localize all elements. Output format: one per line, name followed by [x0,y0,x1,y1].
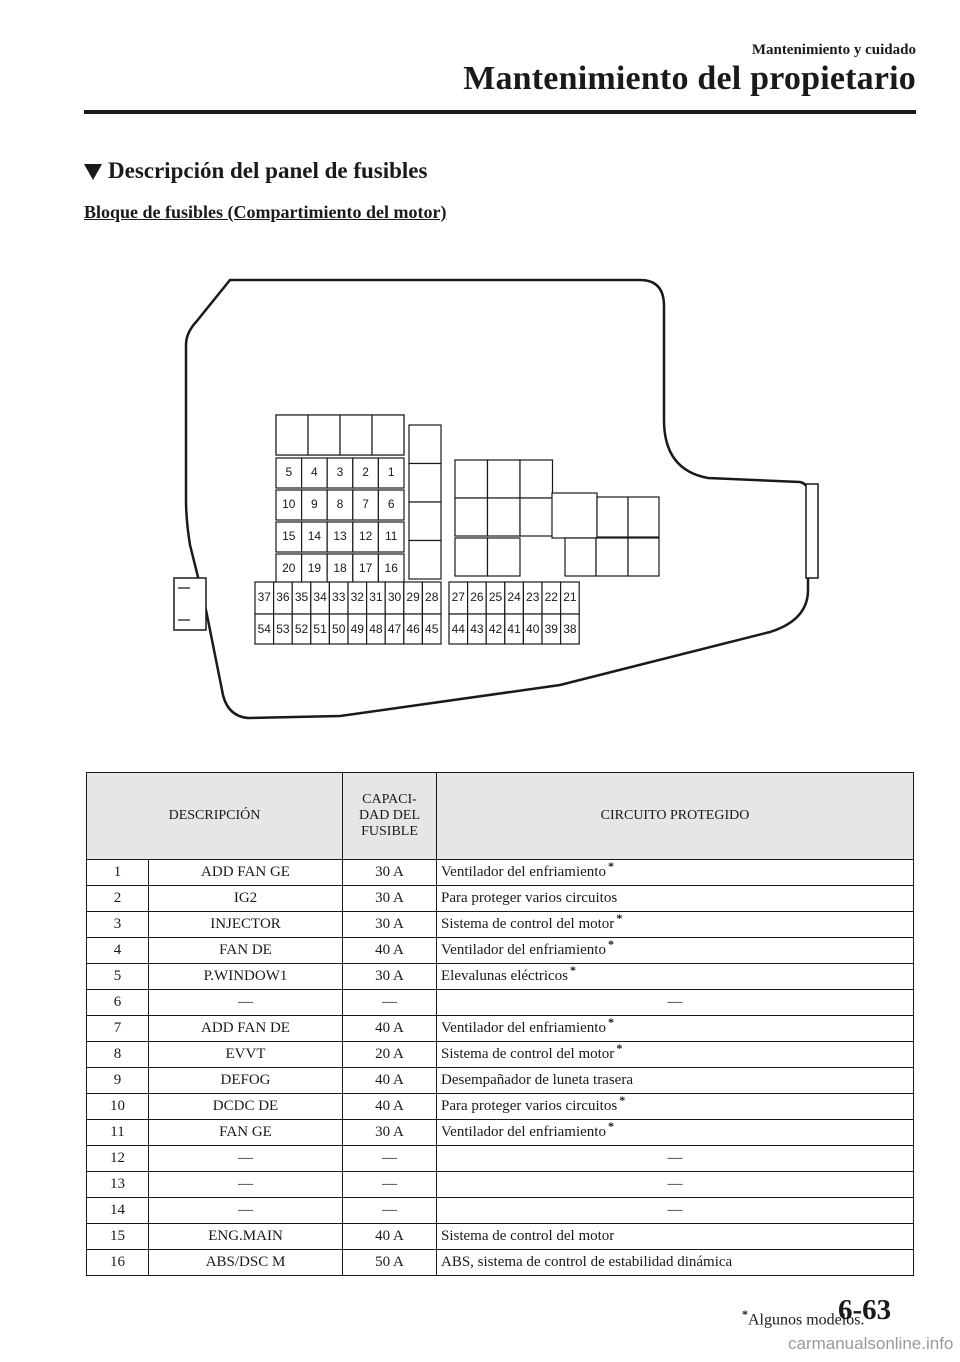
some-models-mark: * [616,911,623,925]
protected-circuit-text: — [667,1202,683,1218]
fuse-number: 7 [362,497,369,512]
fuse-description-cell: P.WINDOW1 [149,964,343,990]
fuse-number: 8 [336,497,344,512]
empty-fuse-slot [276,415,308,455]
fuse-number: 39 [544,622,558,637]
fuse-number: 5 [285,465,293,480]
fuse-number: 3 [336,465,344,480]
protected-circuit-text: Sistema de control del motor [441,916,615,932]
side-notch [806,484,818,578]
protected-circuit-text: Ventilador del enfriamiento [441,864,606,880]
protected-circuit-text: Ventilador del enfriamiento [441,1020,606,1036]
fuse-capacity-cell: 40 A [343,938,437,964]
table-row [87,938,914,964]
fuse-capacity-cell: — [343,1146,437,1172]
table-row [87,1172,914,1198]
relay-column [409,425,441,579]
header-capacity-line-2: DAD DEL [358,808,421,823]
some-models-mark: * [607,937,614,951]
fuse-description-cell: IG2 [149,886,343,912]
fuse-number-cell: 1 [87,860,149,886]
protected-circuit-text: Ventilador del enfriamiento [441,1124,606,1140]
fuse-number: 18 [333,561,347,576]
some-models-mark: * [616,1041,623,1055]
page-number: 6-63 [838,1294,892,1326]
footnote-text: Algunos modelos. [748,1311,865,1329]
fuse-number: 23 [526,590,540,605]
some-models-mark: * [619,1093,626,1107]
fuse-number: 38 [563,622,577,637]
fuse-number: 22 [544,590,558,605]
fuse-number: 9 [311,497,318,512]
fuse-number-cell: 14 [87,1198,149,1224]
empty-fuse-slot [372,415,404,455]
fuse-number-cell: 11 [87,1120,149,1146]
protected-circuit-text: ABS, sistema de control de estabilidad dinámica [441,1254,733,1270]
fuse-number: 32 [350,590,364,605]
protected-circuit-text: Elevalunas eléctricos [441,968,569,984]
fuse-capacity-cell: 30 A [343,912,437,938]
header-description: DESCRIPCIÓN [87,773,343,860]
fuse-number: 41 [507,622,521,637]
connector-tab [174,578,206,630]
fuse-number-cell: 8 [87,1042,149,1068]
fuse-number: 11 [384,529,398,544]
protected-circuit-text: Para proteger varios circuitos [441,1098,618,1114]
fuse-capacity-cell: 40 A [343,1094,437,1120]
table-row [87,990,914,1016]
fuse-capacity-cell: — [343,990,437,1016]
relay-slot [565,538,596,576]
fuse-number-cell: 10 [87,1094,149,1120]
protected-circuit-text: Sistema de control del motor [441,1228,615,1244]
fuse-number-cell: 6 [87,990,149,1016]
fuse-number: 43 [470,622,484,637]
table-row [87,1094,914,1120]
fuse-number-cell: 16 [87,1250,149,1276]
table-row [87,1250,914,1276]
protected-circuit-text: — [667,1176,683,1192]
fuse-number: 20 [282,561,296,576]
protected-circuit-cell [437,912,914,938]
relay-slot [455,460,488,498]
protected-circuit-cell [437,886,914,912]
fuse-number: 45 [425,622,439,637]
protected-circuit-cell [437,1068,914,1094]
relay-slot [409,502,441,541]
fuse-number: 16 [384,561,398,576]
page-title: Mantenimiento del propietario [463,60,916,97]
fuse-table-header [87,773,914,860]
fuse-number: 37 [257,590,271,605]
some-models-mark: * [607,1119,614,1133]
fuse-capacity-cell: 30 A [343,886,437,912]
fuse-number: 12 [358,529,373,544]
fuse-capacity-cell: 30 A [343,860,437,886]
fuse-table [86,772,914,1276]
fuse-number-cell: 7 [87,1016,149,1042]
fuse-number: 13 [333,529,347,544]
relay-slot [628,497,659,537]
relay-slot [488,538,521,576]
protected-circuit-cell [437,990,914,1016]
protected-circuit-cell [437,1094,914,1120]
fuse-number: 44 [451,622,465,637]
relay-slot [597,497,628,537]
header-section-label: Mantenimiento y cuidado [751,42,916,58]
table-row [87,1120,914,1146]
fuse-description-cell: DEFOG [149,1068,343,1094]
fuse-number: 25 [488,590,503,605]
relay-slot [596,538,628,576]
empty-fuse-slot [340,415,372,455]
fuse-number-cell: 13 [87,1172,149,1198]
fuse-capacity-cell: 40 A [343,1224,437,1250]
footnote-mark: * [742,1307,748,1321]
fuse-number: 31 [369,590,383,605]
fuse-number: 2 [362,465,369,480]
protected-circuit-text: Para proteger varios circuitos [441,890,618,906]
some-models-mark: * [570,963,577,977]
protected-circuit-text: Desempañador de luneta trasera [441,1072,633,1088]
fuse-number: 1 [387,465,395,480]
protected-circuit-cell [437,1224,914,1250]
relay-slot [409,425,441,464]
fuse-number: 26 [470,590,484,605]
protected-circuit-cell [437,1146,914,1172]
fuse-number: 6 [387,497,395,512]
fuse-number: 29 [406,590,420,605]
fuse-capacity-cell: 30 A [343,1120,437,1146]
fuse-number: 35 [294,590,309,605]
empty-fuse-slot [308,415,340,455]
fuse-number-cell: 4 [87,938,149,964]
lower-right-fuse-row [449,582,579,644]
fuse-number: 17 [358,561,373,576]
fuse-number: 36 [276,590,290,605]
fuse-description-cell: FAN DE [149,938,343,964]
fuse-description-cell: — [149,1172,343,1198]
fuse-number-cell: 12 [87,1146,149,1172]
fuse-number: 54 [257,622,271,637]
header-capacity-line-1: CAPACI- [362,792,417,807]
fuse-number: 28 [425,590,439,605]
relay-area [455,460,659,576]
fuse-description-cell: — [149,1146,343,1172]
relay-slot [488,498,521,536]
protected-circuit-cell [437,1172,914,1198]
protected-circuit-text: Sistema de control del motor [441,1046,615,1062]
fuse-number: 21 [563,590,577,605]
some-models-mark: * [607,1015,614,1029]
table-row [87,1198,914,1224]
fuse-number: 46 [406,622,420,637]
table-row [87,1146,914,1172]
protected-circuit-cell [437,860,914,886]
relay-slot [409,541,441,580]
fuse-description-cell: — [149,1198,343,1224]
fuse-description-cell: — [149,990,343,1016]
fuse-number: 14 [307,529,322,544]
protected-circuit-cell [437,1042,914,1068]
fuse-description-cell: EVVT [149,1042,343,1068]
fuse-number: 19 [307,561,322,576]
fuse-capacity-cell: 50 A [343,1250,437,1276]
fuse-number: 40 [526,622,540,637]
fuse-description-cell: ABS/DSC M [149,1250,343,1276]
fuse-description-cell: DCDC DE [149,1094,343,1120]
relay-slot [552,493,597,538]
lower-left-fuse-row [255,582,441,644]
protected-circuit-text: Ventilador del enfriamiento [441,942,606,958]
fuse-number-cell: 15 [87,1224,149,1250]
fuse-number: 33 [332,590,346,605]
upper-fuse-block [276,415,404,584]
fuse-number-cell: 3 [87,912,149,938]
relay-slot [409,464,441,503]
table-row [87,886,914,912]
fuse-description-cell: INJECTOR [149,912,343,938]
relay-slot [628,538,659,576]
protected-circuit-cell [437,938,914,964]
fuse-capacity-cell: 30 A [343,964,437,990]
table-row [87,1016,914,1042]
fuse-capacity-cell: 20 A [343,1042,437,1068]
protected-circuit-text: — [667,1150,683,1166]
protected-circuit-text: — [667,994,683,1010]
relay-slot [455,498,488,536]
relay-slot [455,538,488,576]
fuse-number: 10 [282,497,296,512]
fuse-number: 48 [369,622,383,637]
header-capacity [343,773,437,860]
fuse-number: 4 [311,465,318,480]
fuse-number: 24 [507,590,521,605]
fuse-description-cell: FAN GE [149,1120,343,1146]
table-row [87,1042,914,1068]
protected-circuit-cell [437,1016,914,1042]
protected-circuit-cell [437,1198,914,1224]
relay-slot [520,498,553,536]
fuse-description-cell: ADD FAN DE [149,1016,343,1042]
table-row [87,1224,914,1250]
fuse-description-cell: ENG.MAIN [149,1224,343,1250]
fuse-number-cell: 2 [87,886,149,912]
table-row [87,860,914,886]
fuse-number: 51 [313,622,327,637]
fuse-description-cell: ADD FAN GE [149,860,343,886]
fuse-number: 49 [350,622,364,637]
fuse-number: 27 [451,590,465,605]
protected-circuit-cell [437,1250,914,1276]
fuse-number: 50 [332,622,346,637]
fuse-capacity-cell: 40 A [343,1016,437,1042]
protected-circuit-cell [437,1120,914,1146]
fuse-number: 34 [313,590,327,605]
table-row [87,1068,914,1094]
fuse-number: 30 [387,590,402,605]
fuse-number: 53 [276,622,290,637]
table-row [87,912,914,938]
header-circuit: CIRCUITO PROTEGIDO [437,773,914,860]
subtitle: Bloque de fusibles (Compartimiento del motor) [84,202,447,222]
some-models-mark: * [607,859,614,873]
watermark: carmanualsonline.info [788,1334,954,1353]
section-title: Descripción del panel de fusibles [108,158,428,183]
fuse-capacity-cell: — [343,1172,437,1198]
protected-circuit-cell [437,964,914,990]
fuse-number: 15 [282,529,296,544]
relay-slot [520,460,553,498]
fuse-number: 42 [488,622,503,637]
relay-slot [488,460,521,498]
fuse-number-cell: 9 [87,1068,149,1094]
fuse-number: 47 [387,622,402,637]
fuse-capacity-cell: 40 A [343,1068,437,1094]
header-capacity-line-3: FUSIBLE [361,824,418,839]
fuse-number-cell: 5 [87,964,149,990]
fuse-number: 52 [294,622,309,637]
fuse-capacity-cell: — [343,1198,437,1224]
table-row [87,964,914,990]
